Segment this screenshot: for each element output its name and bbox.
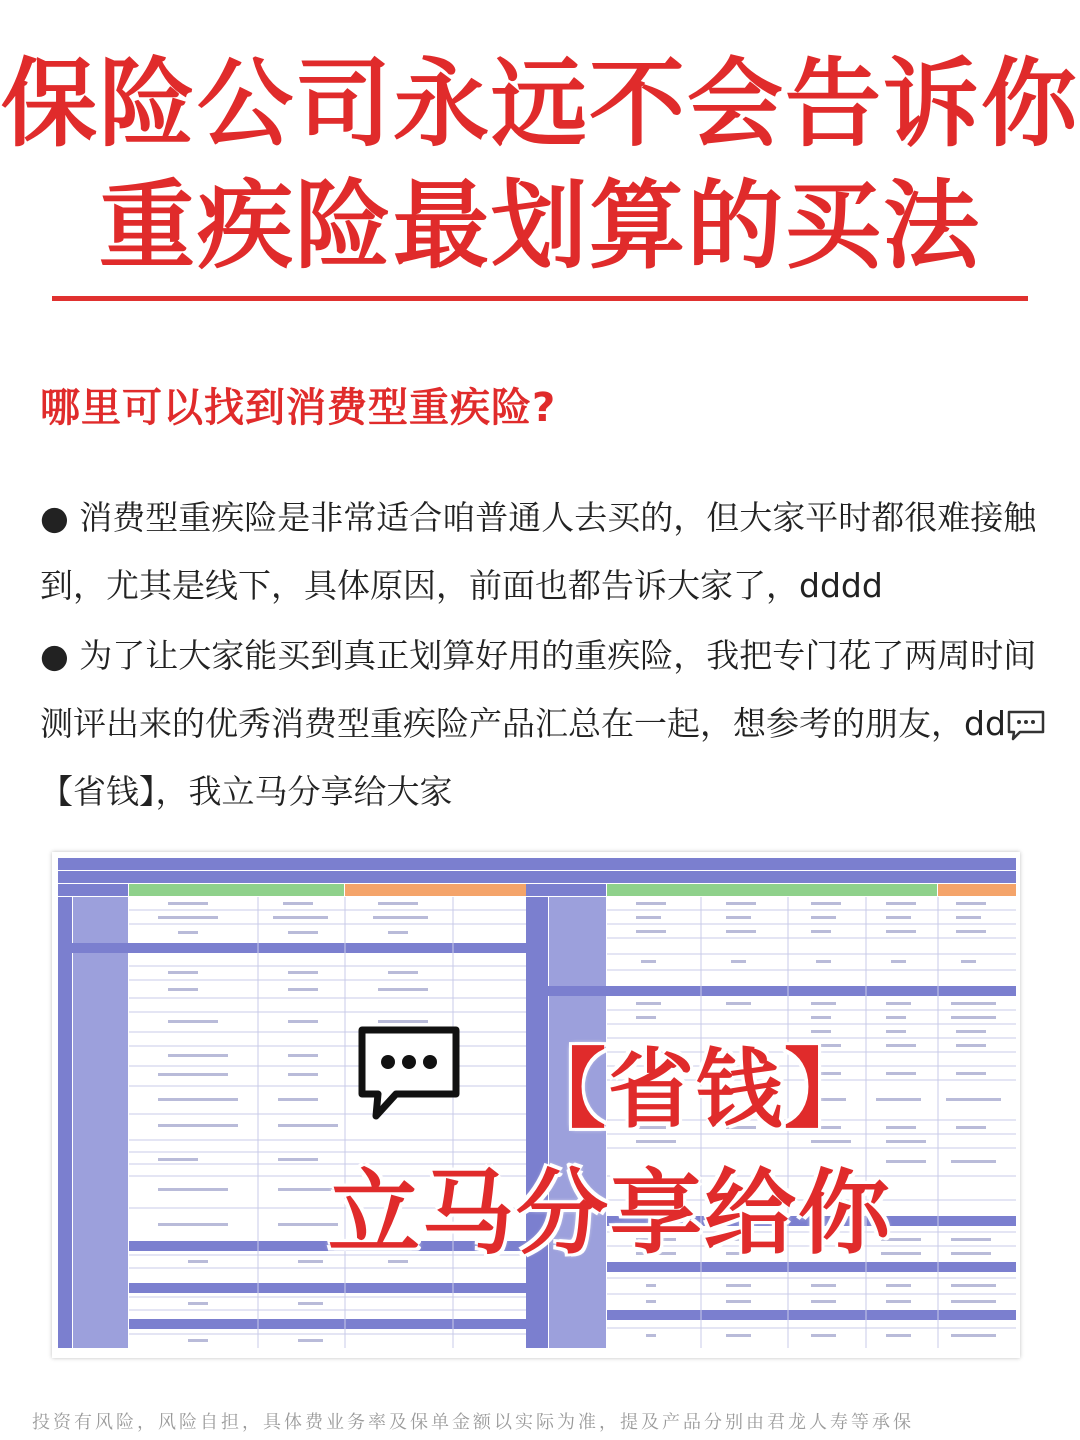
paragraph-1: ● 消费型重疾险是非常适合咱普通人去买的，但大家平时都很难接触到，尤其是线下，具体原因，前面也都告诉大家了，dddd <box>40 498 1037 605</box>
red-divider <box>52 296 1028 301</box>
chat-bubble-icon <box>1006 709 1046 741</box>
headline-line-2: 重疾险最划算的买法 <box>99 170 981 282</box>
save-money-label: 【省钱】 <box>520 1040 872 1140</box>
headline-line-1: 保险公司永远不会告诉你 <box>1 48 1079 160</box>
comparison-table-screenshot <box>52 852 1020 1358</box>
table-grid-right <box>526 858 1016 1348</box>
risk-disclaimer: 投资有风险，风险自担，具体费业务率及保单金额以实际为准，提及产品分别由君龙人寿等承保 <box>32 1412 914 1433</box>
comparison-table-right <box>526 858 1016 1348</box>
section-subtitle: 哪里可以找到消费型重疾险? <box>40 385 557 431</box>
comparison-table-left <box>58 858 526 1348</box>
paragraph-2 <box>40 622 1050 826</box>
share-now-label: 立马分享给你 <box>328 1160 893 1267</box>
table-grid-left <box>58 858 526 1348</box>
paragraph-2-tail: 【省钱】，我立马分享给大家 <box>40 772 453 811</box>
paragraph-2-text: ● 为了让大家能买到真正划算好用的重疾险，我把专门花了两周时间测评出来的优秀消费型重疾险产品汇总在一起，想参考的朋友，dd <box>40 636 1037 743</box>
